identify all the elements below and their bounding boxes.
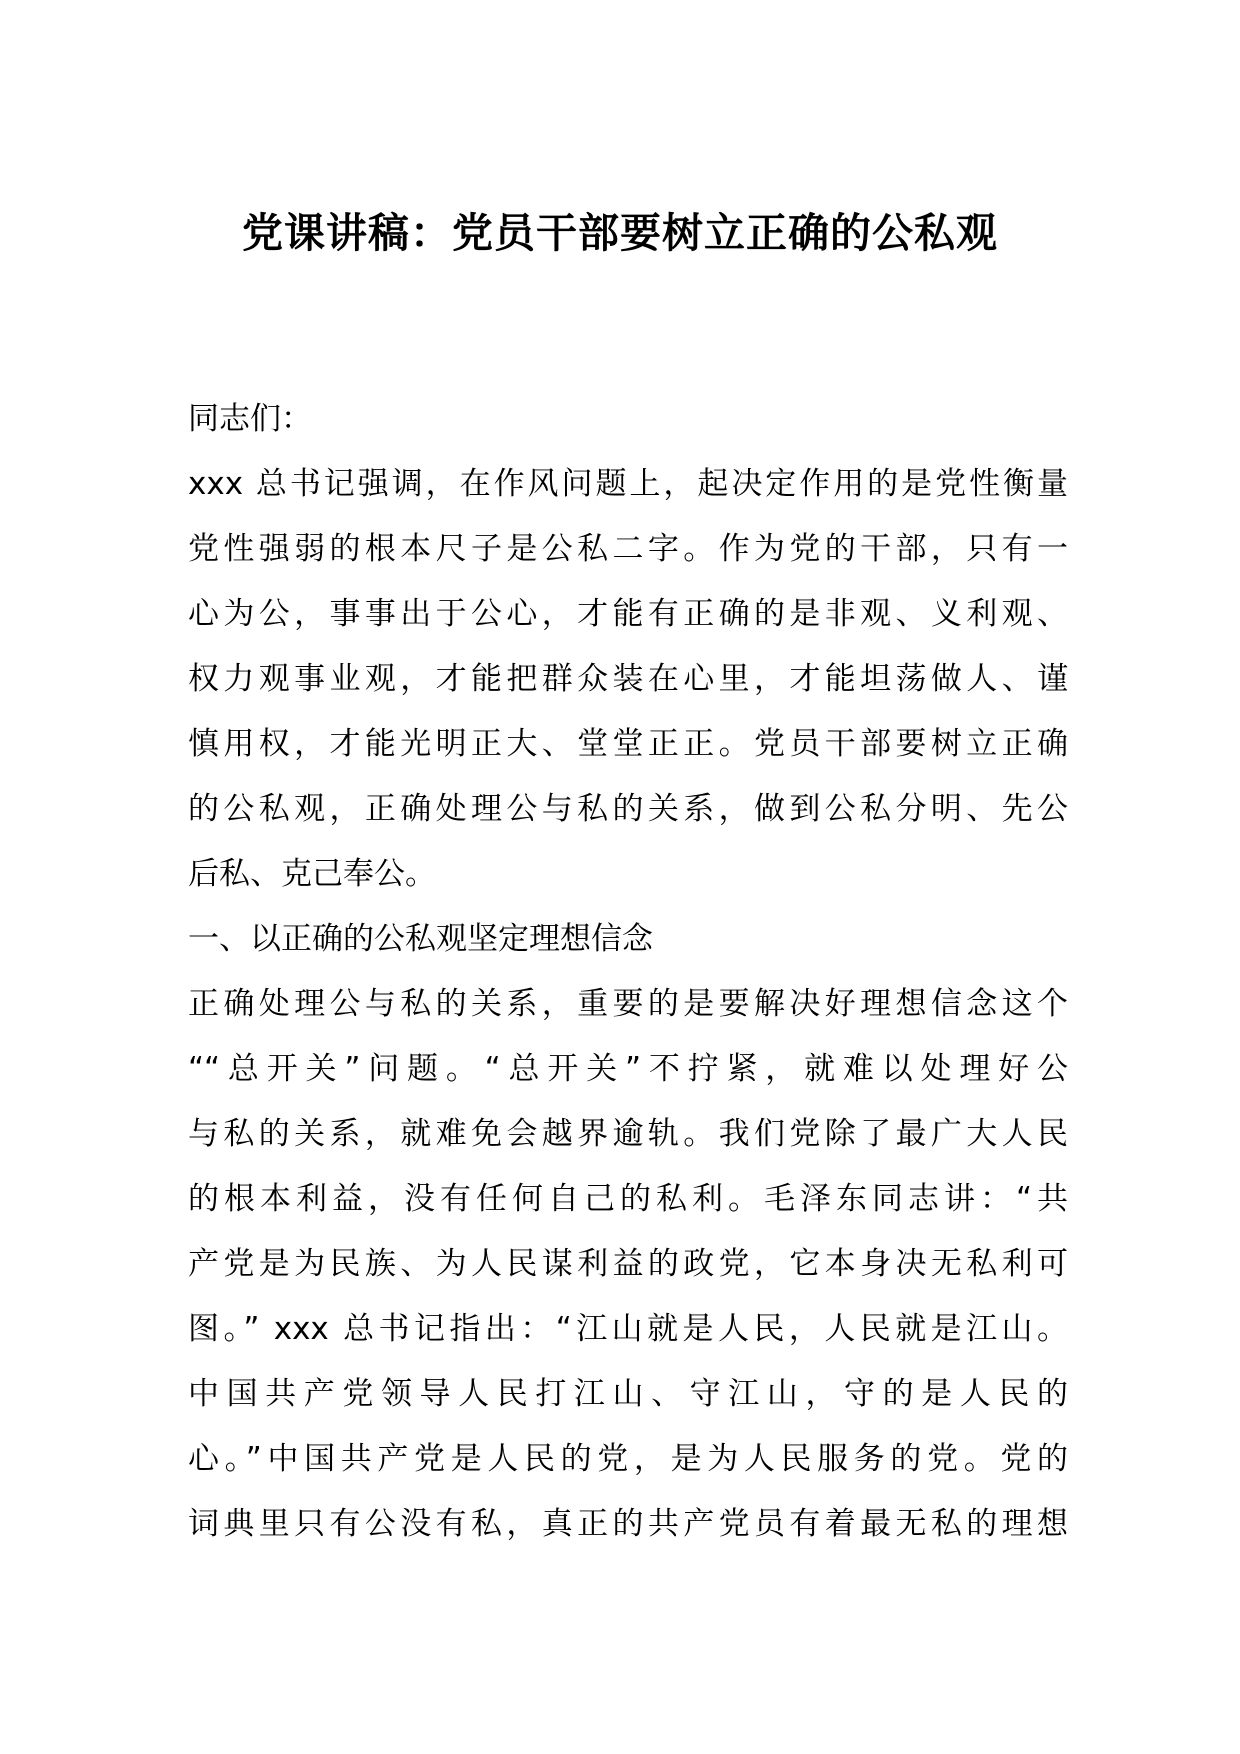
paragraph-line: 慎用权，才能光明正大、堂堂正正。党员干部要树立正确: [188, 726, 1068, 762]
paragraph-line: ““总开关”问题。“总开关”不拧紧，就难以处理好公: [188, 1051, 1068, 1087]
paragraph-line: 权力观事业观，才能把群众装在心里，才能坦荡做人、谨: [188, 661, 1068, 697]
paragraph-line: 的根本利益，没有任何自己的私利。毛泽东同志讲：“共: [188, 1181, 1068, 1217]
paragraph-line: 心。”中国共产党是人民的党，是为人民服务的党。党的: [188, 1441, 1068, 1477]
paragraph-line: 正确处理公与私的关系，重要的是要解决好理想信念这个: [188, 986, 1068, 1022]
paragraph-line: 中国共产党领导人民打江山、守江山，守的是人民的: [188, 1376, 1068, 1412]
paragraph-line: 产党是为民族、为人民谋利益的政党，它本身决无私利可: [188, 1246, 1068, 1282]
document-body: [188, 387, 1068, 1557]
document-title: 党课讲稿：党员干部要树立正确的公私观: [242, 209, 998, 257]
section-heading: 一、以正确的公私观坚定理想信念: [188, 921, 653, 957]
paragraph-line: 党性强弱的根本尺子是公私二字。作为党的干部，只有一: [188, 531, 1068, 567]
paragraph-line: 图。” xxx 总书记指出：“江山就是人民，人民就是江山。: [188, 1311, 1068, 1347]
salutation-line: 同志们：: [188, 401, 312, 437]
paragraph-line: 心为公，事事出于公心，才能有正确的是非观、义利观、: [188, 596, 1068, 632]
paragraph-line: 的公私观，正确处理公与私的关系，做到公私分明、先公: [188, 791, 1068, 827]
paragraph-line: 后私、克己奉公。: [188, 856, 436, 892]
paragraph-line: xxx 总书记强调，在作风问题上，起决定作用的是党性衡量: [188, 466, 1068, 502]
paragraph-line: 与私的关系，就难免会越界逾轨。我们党除了最广大人民: [188, 1116, 1068, 1152]
paragraph-line: 词典里只有公没有私，真正的共产党员有着最无私的理想: [188, 1506, 1068, 1542]
